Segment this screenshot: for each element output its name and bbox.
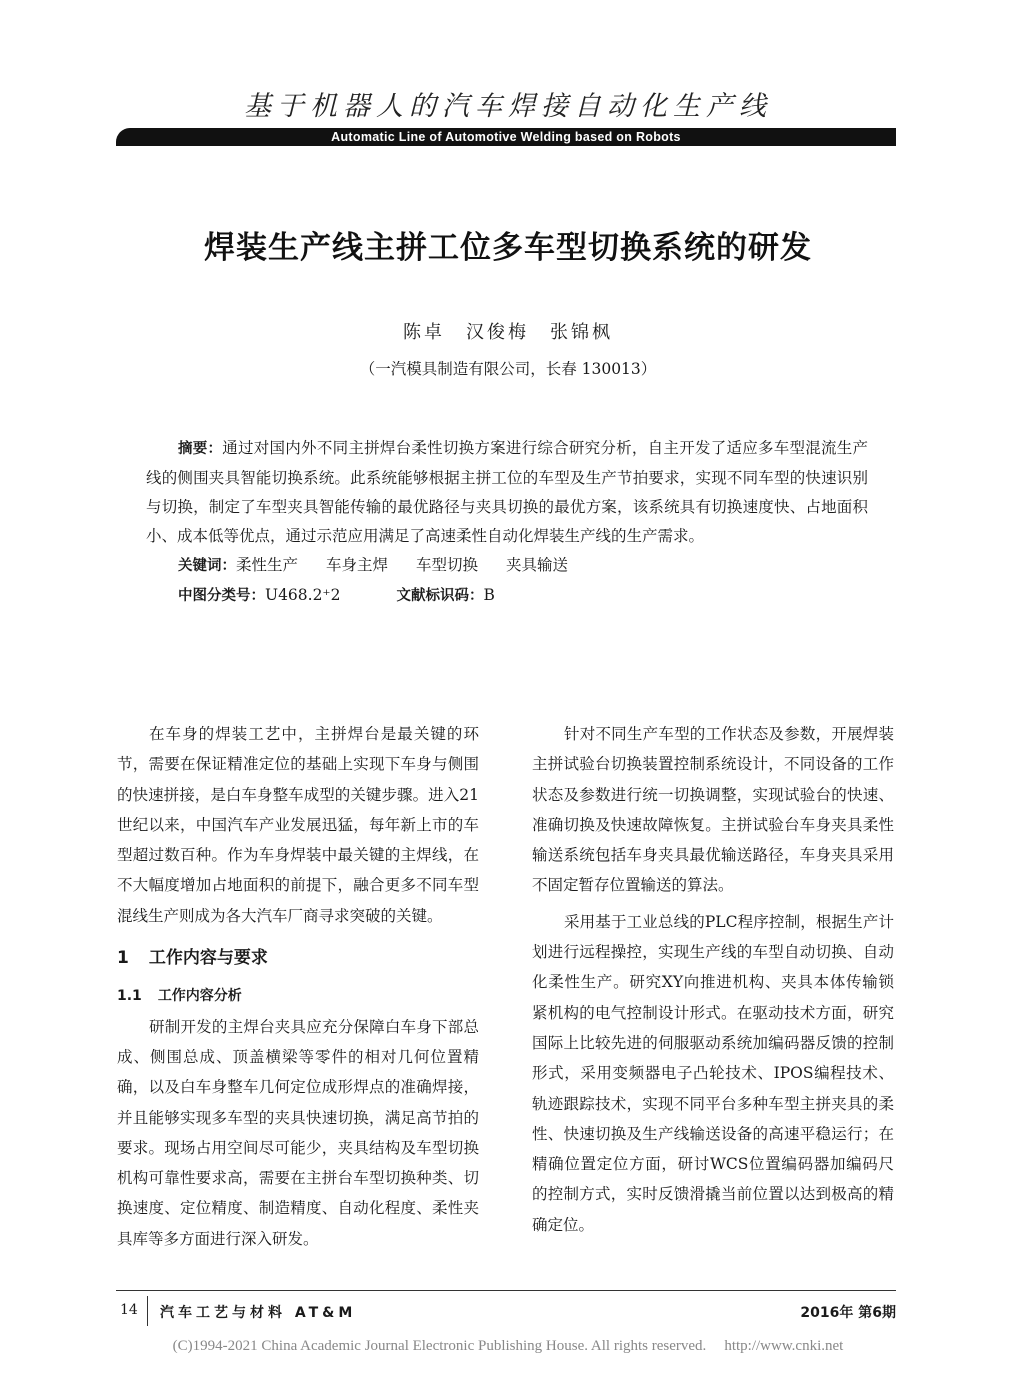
abstract xyxy=(146,434,868,551)
classification xyxy=(178,581,868,611)
footer-journal: 汽车工艺与材料 AT&M xyxy=(160,1305,357,1321)
abstract-text: 通过对国内外不同主拼焊台柔性切换方案进行综合研究分析，自主开发了适应多车型混流生产线的侧围夹具智能切换系统。此系统能够根据主拼工位的车型及生产节拍要求，实现不同车型的快速识别与切换，制定了车型夹具智能传输的最优路径与夹具切换的最优方案，该系统具有切换速度快、占地面积小、成本低等优点，通过示范应用满足了高速柔性自动化焊装生产线的生产需求。 xyxy=(146,439,869,545)
body-column-right xyxy=(532,719,894,1240)
section-number: 1 xyxy=(117,948,129,969)
authors: 陈卓 汉俊梅 张锦枫 xyxy=(403,322,613,343)
body-column-left xyxy=(117,719,479,1254)
keyword: 车型切换 xyxy=(416,556,479,574)
footer-separator xyxy=(147,1296,148,1326)
copyright-line xyxy=(0,1338,1016,1355)
abstract-block xyxy=(146,434,868,611)
abstract-label: 摘要： xyxy=(178,441,223,457)
journal-title-en: Automatic Line of Automotive Welding based on Robots xyxy=(331,130,681,144)
affiliation: （一汽模具制造有限公司，长春 130013） xyxy=(359,360,657,378)
body-paragraph: 在车身的焊装工艺中，主拼焊台是最关键的环节，需要在保证精准定位的基础上实现下车身与侧围的快速拼接，是白车身整车成型的关键步骤。进入21世纪以来，中国汽车产业发展迅猛，每年新上市的车型超过数百种。作为车身焊装中最关键的主焊线，在不大幅度增加占地面积的前提下，融合更多不同车型混线生产则成为各大汽车厂商寻求突破的关键。 xyxy=(117,725,479,925)
body-paragraph: 采用基于工业总线的PLC程序控制，根据生产计划进行远程操控，实现生产线的车型自动切换、自动化柔性生产。研究XY向推进机构、夹具本体传输锁紧机构的电气控制设计形式。在驱动技术方面，研究国际上比较先进的伺服驱动系统加编码器反馈的控制形式，采用变频器电子凸轮技术、IPOS编程技术、轨迹跟踪技术，实现不同平台多种车型主拼夹具的柔性、快速切换及生产线输送设备的高速平稳运行；在精确位置定位方面，研讨WCS位置编码器加编码尺的控制方式，实时反馈滑撬当前位置以达到极高的精确定位。 xyxy=(532,912,894,1234)
paper-title: 焊装生产线主拼工位多车型切换系统的研发 xyxy=(204,230,812,266)
subsection-title: 工作内容分析 xyxy=(157,988,242,1005)
cnki-link[interactable]: http://www.cnki.net xyxy=(724,1338,844,1354)
footer-rule xyxy=(116,1290,896,1291)
keywords-label: 关键词： xyxy=(178,558,236,574)
keyword: 夹具输送 xyxy=(506,556,569,574)
subsection-heading xyxy=(117,981,479,1011)
doc-code-label: 文献标识码： xyxy=(396,588,484,604)
copyright-text: (C)1994-2021 China Academic Journal Electronic Publishing House. All rights reserved. xyxy=(172,1338,707,1354)
keywords xyxy=(178,551,868,581)
body-paragraph: 研制开发的主焊台夹具应充分保障白车身下部总成、侧围总成、顶盖横梁等零件的相对几何位置精确，以及白车身整车几何定位成形焊点的准确焊接，并且能够实现多车型的夹具快速切换，满足高节拍的要求。现场占用空间尽可能少，夹具结构及车型切换机构可靠性要求高，需要在主拼台车型切换种类、切换速度、定位精度、制造精度、自动化程度、柔性夹具库等多方面进行深入研发。 xyxy=(117,1017,479,1248)
clc-value: U468.2⁺2 xyxy=(265,586,341,604)
body-paragraph: 针对不同生产车型的工作状态及参数，开展焊装主拼试验台切换装置控制系统设计，不同设备的工作状态及参数进行统一切换调整，实现试验台的快速、准确切换及快速故障恢复。主拼试验台车身夹具柔性输送系统包括车身夹具最优输送路径，车身夹具采用不固定暂存位置输送的算法。 xyxy=(532,725,894,895)
page-number: 14 xyxy=(120,1302,138,1318)
doc-code-value: B xyxy=(483,586,495,604)
section-title: 工作内容与要求 xyxy=(148,948,268,969)
journal-title-cn: 基于机器人的汽车焊接自动化生产线 xyxy=(244,91,772,122)
footer-issue: 2016年 第6期 xyxy=(800,1305,896,1321)
section-heading xyxy=(117,943,479,973)
keyword: 柔性生产 xyxy=(236,556,299,574)
subsection-number: 1.1 xyxy=(117,988,142,1005)
keyword: 车身主焊 xyxy=(326,556,389,574)
clc-label: 中图分类号： xyxy=(178,588,265,604)
